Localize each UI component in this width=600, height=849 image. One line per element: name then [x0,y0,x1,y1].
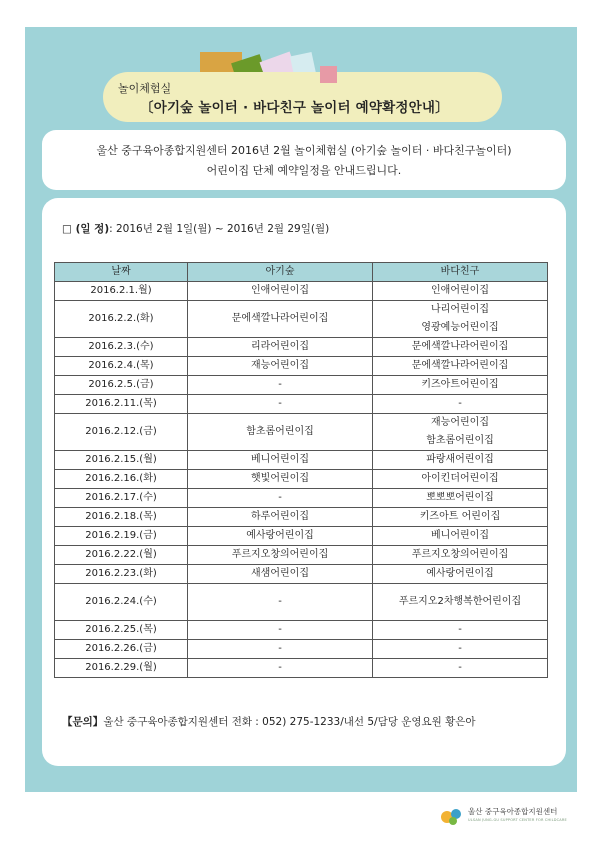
cell-date: 2016.2.1.월) [55,282,188,301]
period-label: □ (일 정) [62,223,110,235]
table-row [55,489,548,508]
cell-forest: - [188,395,373,414]
header-date: 날짜 [55,263,188,282]
cell-forest: - [188,376,373,395]
intro-box [42,130,566,190]
sea-entry: 재능어린이집 [431,417,489,428]
period-value: : 2016년 2월 1일(월) ~ 2016년 2월 29일(월) [109,223,330,235]
sea-entry: 함초롬어린이집 [426,435,494,446]
table-row [55,546,548,565]
cell-date: 2016.2.5.(금) [55,376,188,395]
decor-square-rose [320,66,337,83]
table-row [55,584,548,621]
cell-date: 2016.2.18.(목) [55,508,188,527]
cell-forest: - [188,621,373,640]
sea-entry: 뽀뽀뽀어린이집 [426,492,494,503]
cell-sea [373,282,548,301]
table-row [55,451,548,470]
cell-sea [373,338,548,357]
cell-forest: 새샘어린이집 [188,565,373,584]
cell-sea [373,565,548,584]
cell-forest: 함초롬어린이집 [188,414,373,451]
cell-forest: - [188,489,373,508]
cell-forest: 하루어린이집 [188,508,373,527]
table-row [55,357,548,376]
cell-date: 2016.2.2.(화) [55,301,188,338]
cell-sea [373,640,548,659]
contact-label: 【문의】 [62,716,104,728]
cell-forest: 푸르지오창의어린이집 [188,546,373,565]
cell-sea [373,621,548,640]
sea-entry: 키즈아트 어린이집 [419,511,501,522]
cell-date: 2016.2.12.(금) [55,414,188,451]
cell-date: 2016.2.26.(금) [55,640,188,659]
sea-entry: 푸르지오창의어린이집 [411,549,509,560]
cell-sea [373,489,548,508]
cell-sea [373,451,548,470]
cell-forest: 재능어린이집 [188,357,373,376]
header-sea: 바다친구 [373,263,548,282]
cell-forest: 인애어린이집 [188,282,373,301]
table-row [55,414,548,451]
cell-date: 2016.2.19.(금) [55,527,188,546]
cell-sea [373,414,548,451]
schedule-table [54,262,548,678]
sea-entry: - [458,643,462,654]
cell-sea [373,584,548,621]
cell-forest: - [188,584,373,621]
table-row [55,659,548,678]
header-forest: 아기숲 [188,263,373,282]
table-row [55,301,548,338]
sea-entry: 푸르지오2차행복한어린이집 [398,596,522,607]
sea-entry: 문에색깔나라어린이집 [411,341,509,352]
cell-date: 2016.2.24.(수) [55,584,188,621]
cell-forest: 문에색깔나라어린이집 [188,301,373,338]
cell-date: 2016.2.17.(수) [55,489,188,508]
cell-forest: 예사랑어린이집 [188,527,373,546]
cell-sea [373,395,548,414]
cell-forest: 베니어린이집 [188,451,373,470]
table-header-row [55,263,548,282]
cell-forest: 리라어린이집 [188,338,373,357]
sea-entry: 파랑새어린이집 [426,454,494,465]
cell-sea [373,659,548,678]
table-row [55,338,548,357]
cell-forest: - [188,640,373,659]
table-row [55,508,548,527]
cell-date: 2016.2.23.(화) [55,565,188,584]
sea-entry: 영광예능어린이집 [421,322,499,333]
table-row [55,565,548,584]
cell-date: 2016.2.25.(목) [55,621,188,640]
sea-entry: 키즈아트어린이집 [421,379,499,390]
title-category: 놀이체험실 [118,82,172,95]
footer-org-name: 울산 중구육아종합지원센터 [468,807,558,816]
footer-org-en: ULSAN JUNG-GU SUPPORT CENTER FOR CHILDCARE [468,818,567,822]
cell-date: 2016.2.22.(월) [55,546,188,565]
cell-sea [373,301,548,338]
sea-entry: 베니어린이집 [431,530,489,541]
page-title: 〔아기숲 놀이터 · 바다친구 놀이터 예약확정안내〕 [140,100,449,116]
cell-date: 2016.2.16.(화) [55,470,188,489]
sea-entry: - [458,662,462,673]
intro-line-2: 어린이집 단체 예약일정을 안내드립니다. [206,164,402,177]
sea-entry: 예사랑어린이집 [426,568,494,579]
table-row [55,640,548,659]
sea-entry: - [458,398,462,409]
center-logo-icon [440,806,464,826]
table-row [55,527,548,546]
table-row [55,470,548,489]
sea-entry: - [458,624,462,635]
table-row [55,395,548,414]
table-row [55,376,548,395]
cell-forest: - [188,659,373,678]
sea-entry: 나리어린이집 [431,304,489,315]
contact-line [62,714,476,729]
cell-forest: 햇빛어린이집 [188,470,373,489]
sea-entry: 인애어린이집 [431,285,489,296]
intro-line-1: 울산 중구육아종합지원센터 2016년 2월 놀이체험실 (아기숲 놀이터 · 바다친구놀이터) [96,144,512,157]
cell-sea [373,376,548,395]
cell-sea [373,508,548,527]
cell-sea [373,470,548,489]
cell-sea [373,546,548,565]
period-line [62,221,329,236]
cell-sea [373,527,548,546]
contact-text: 울산 중구육아종합지원센터 전화 : 052) 275-1233/내선 5/담당 운영요원 황은아 [103,716,476,728]
cell-date: 2016.2.3.(수) [55,338,188,357]
cell-date: 2016.2.4.(목) [55,357,188,376]
table-row [55,621,548,640]
cell-date: 2016.2.11.(목) [55,395,188,414]
table-row [55,282,548,301]
sea-entry: 아이킨더어린이집 [421,473,499,484]
cell-sea [373,357,548,376]
cell-date: 2016.2.15.(월) [55,451,188,470]
sea-entry: 문에색깔나라어린이집 [411,360,509,371]
cell-date: 2016.2.29.(월) [55,659,188,678]
